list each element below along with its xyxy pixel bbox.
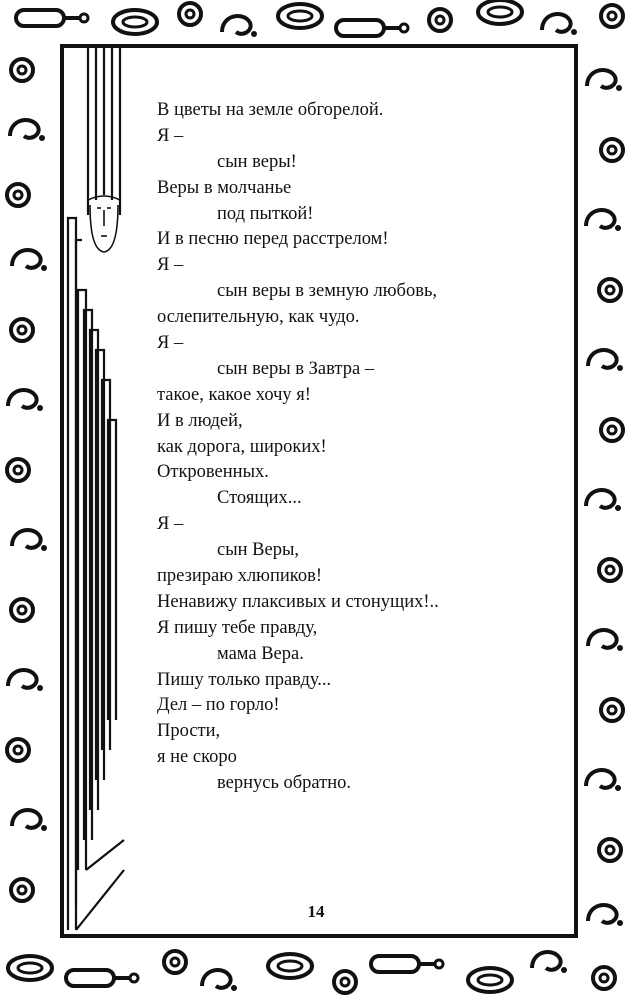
poem-line: сын веры в земную любовь, (217, 281, 438, 302)
poem-line: презираю хлюпиков! (157, 566, 323, 587)
poem-line: как дорога, широких! (157, 436, 327, 457)
poem-line: Откровенных. (157, 462, 269, 483)
poem-line: Я – (157, 255, 184, 276)
poem-line: В цветы на земле обгорелой. (157, 100, 384, 120)
poem-line: И в людей, (157, 410, 243, 431)
poem-line: Я – (157, 125, 184, 146)
poem-line: Стоящих... (217, 488, 302, 509)
poem-line: И в песню перед расстрелом! (157, 229, 389, 250)
poem-line: ослепительную, как чудо. (157, 307, 360, 328)
poem-line: Ненавижу плаксивых и стонущих!.. (157, 591, 439, 612)
poem-line: сын веры в Завтра – (217, 358, 375, 379)
poem-line: Я – (157, 333, 184, 354)
poem-line: Прости, (157, 721, 221, 742)
poem-line: мама Вера. (217, 643, 304, 664)
poem-line: Веры в молчанье (157, 177, 292, 198)
poem-line: я не скоро (157, 747, 237, 768)
poem-line: Пишу только правду... (157, 669, 332, 690)
poem-line: под пыткой! (217, 203, 314, 224)
poem-text (157, 98, 557, 797)
poem-line: такое, какое хочу я! (157, 384, 311, 405)
poem-line: сын веры! (217, 151, 297, 172)
poem-line: Дел – по горло! (157, 695, 280, 716)
poem-line: вернусь обратно. (217, 773, 352, 794)
poem-line: сын Веры, (217, 540, 300, 561)
poem-line: Я пишу тебе правду, (157, 617, 318, 638)
page-number: 14 (307, 902, 325, 921)
poem-line: Я – (157, 514, 184, 535)
